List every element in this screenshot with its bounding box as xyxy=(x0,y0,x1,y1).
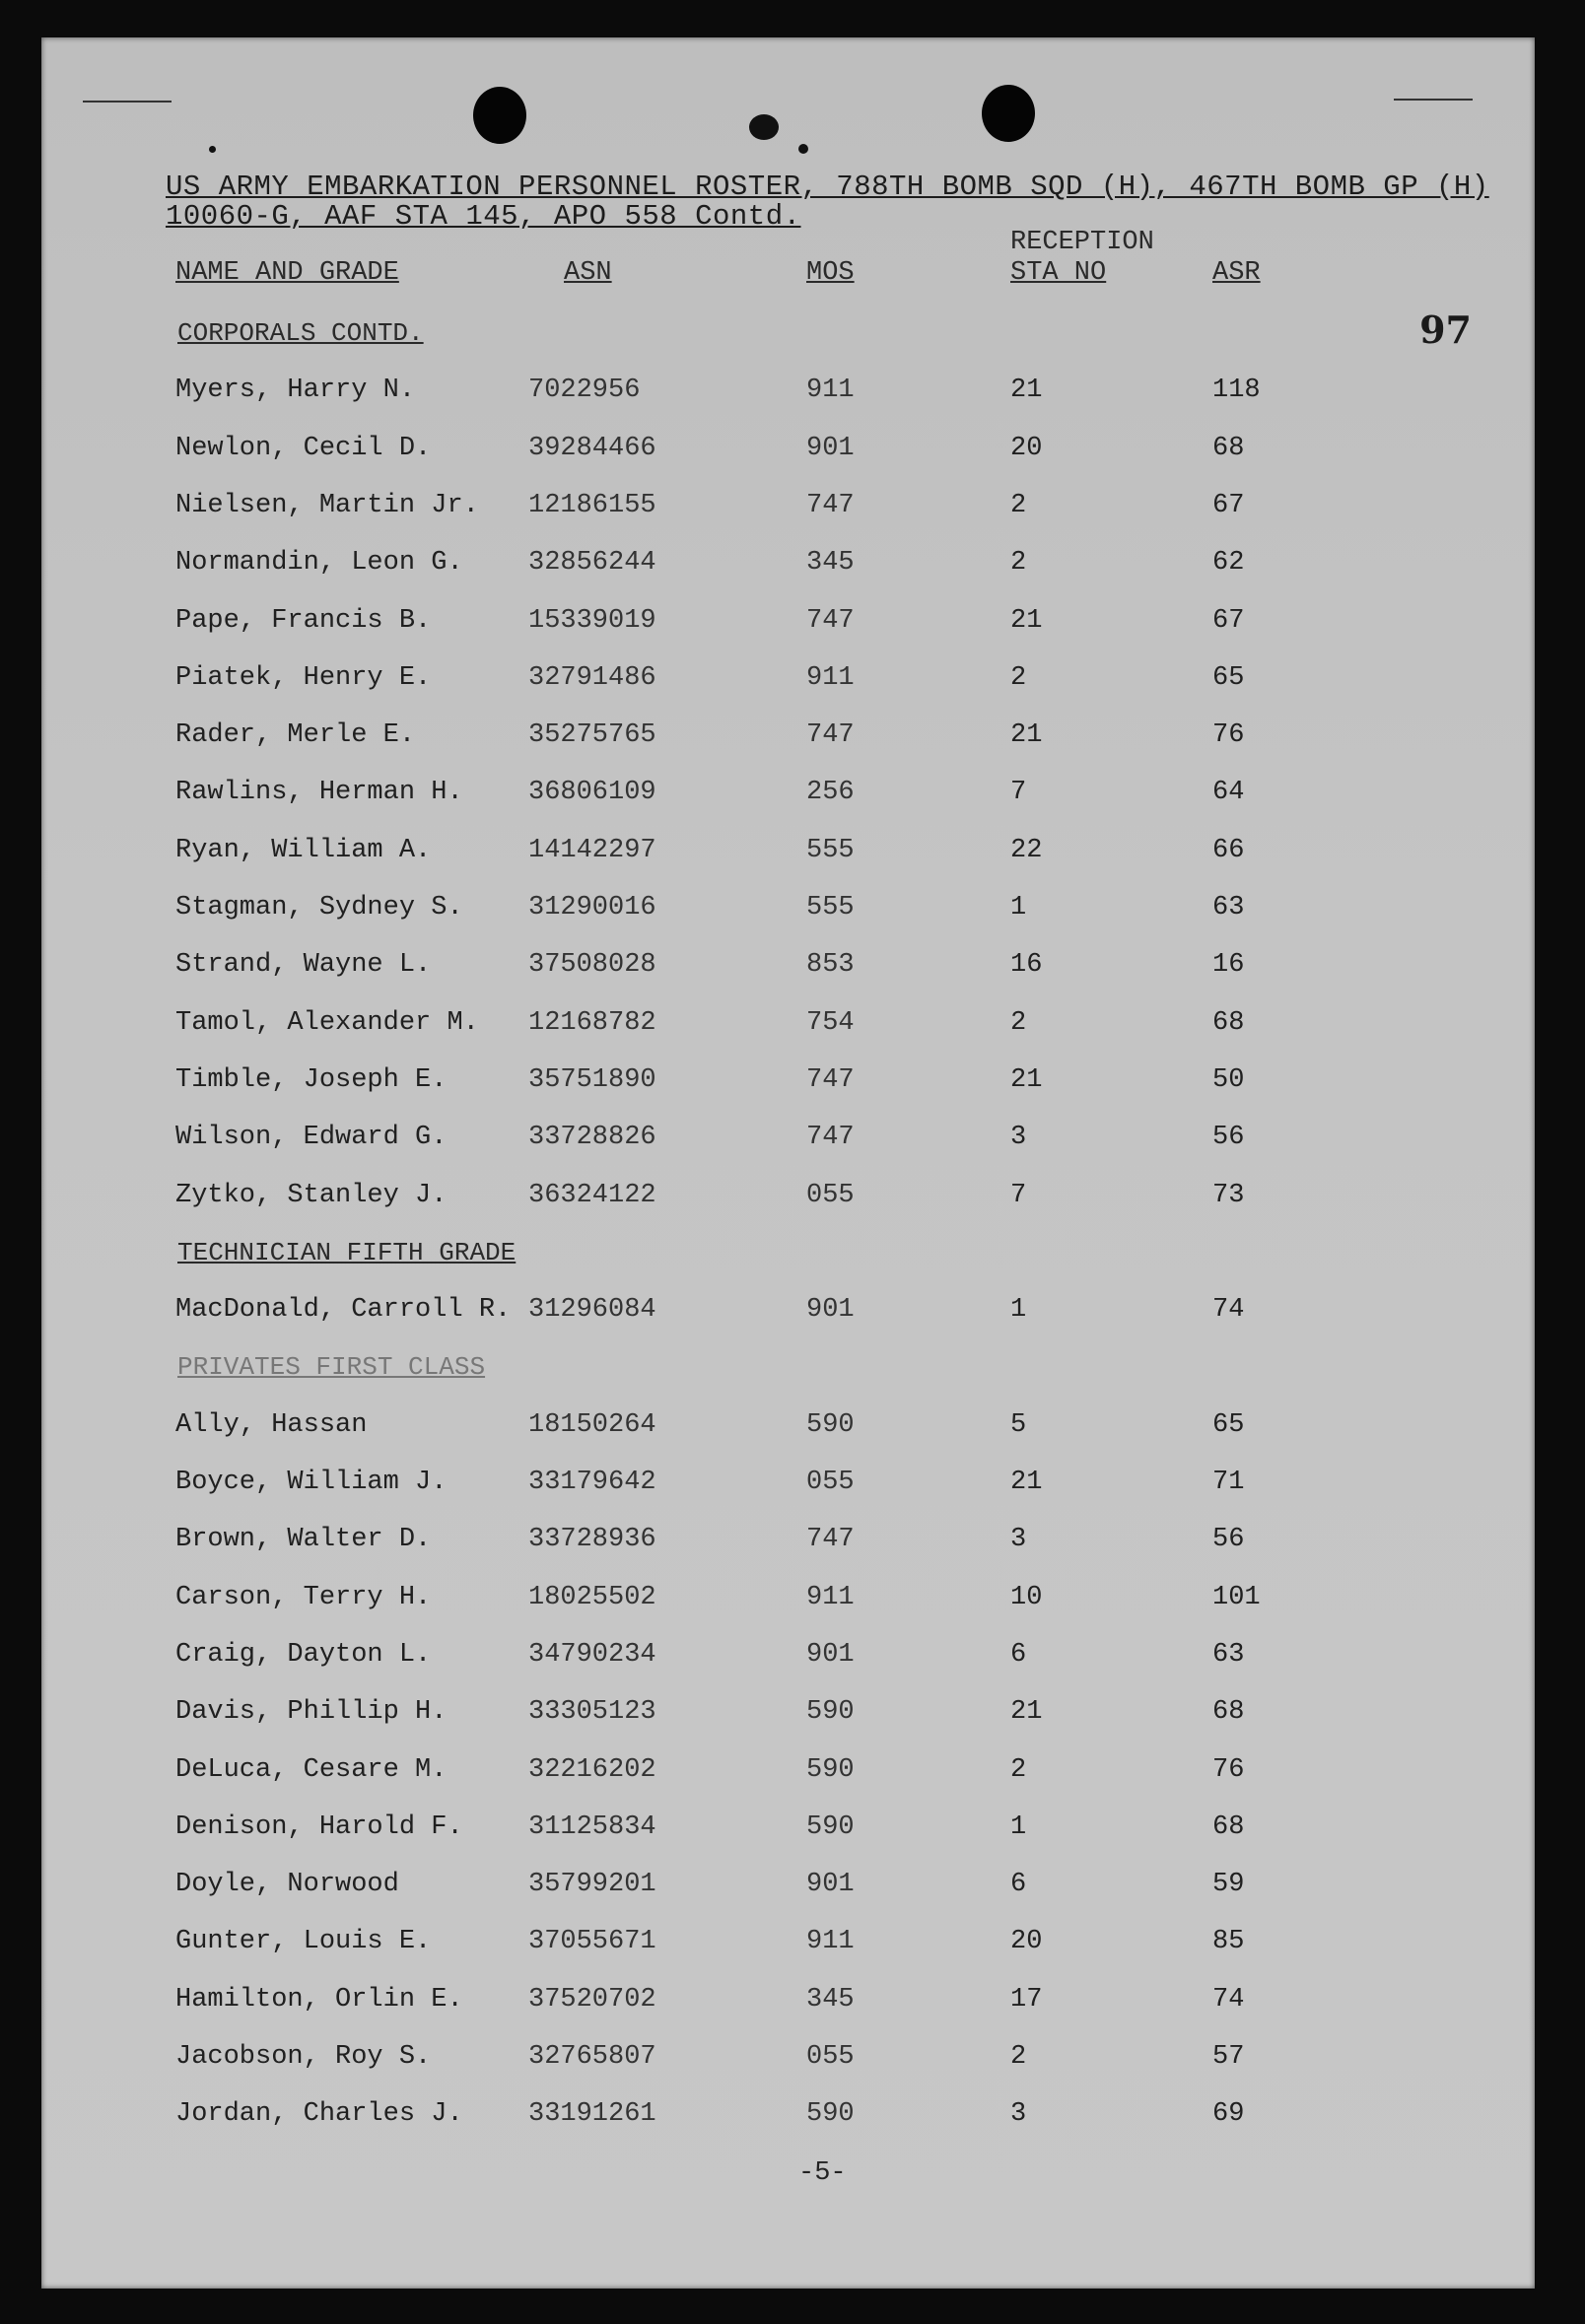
table-row xyxy=(0,1525,1585,1564)
table-row xyxy=(0,2099,1585,2139)
reception-station: 2 xyxy=(1010,490,1027,520)
serial-number: 31296084 xyxy=(528,1295,656,1326)
serial-number: 33305123 xyxy=(528,1697,656,1728)
soldier-name: Jordan, Charles J. xyxy=(175,2099,463,2130)
serial-number: 32791486 xyxy=(528,662,656,693)
reception-station: 21 xyxy=(1010,720,1043,751)
reception-station: 2 xyxy=(1010,662,1027,693)
soldier-name: Normandin, Leon G. xyxy=(175,548,463,579)
soldier-name: Rawlins, Herman H. xyxy=(175,778,463,808)
asr-score: 59 xyxy=(1212,1870,1245,1900)
serial-number: 35751890 xyxy=(528,1064,656,1095)
mos-code: 590 xyxy=(806,1754,855,1785)
mos-code: 256 xyxy=(806,778,855,808)
asr-score: 56 xyxy=(1212,1525,1245,1555)
serial-number: 33728826 xyxy=(528,1123,656,1153)
soldier-name: Boyce, William J. xyxy=(175,1468,448,1497)
table-row xyxy=(0,1697,1585,1737)
table-row xyxy=(0,836,1585,875)
reception-station: 1 xyxy=(1010,1811,1027,1842)
mos-code: 747 xyxy=(806,1064,855,1095)
soldier-name: Hamilton, Orlin E. xyxy=(175,1984,463,2015)
soldier-name: Carson, Terry H. xyxy=(175,1582,432,1612)
soldier-name: Zytko, Stanley J. xyxy=(175,1180,448,1210)
mos-code: 555 xyxy=(806,893,855,923)
soldier-name: Piatek, Henry E. xyxy=(175,662,432,693)
serial-number: 34790234 xyxy=(528,1639,656,1670)
soldier-name: Denison, Harold F. xyxy=(175,1811,463,1842)
mos-code: 901 xyxy=(806,1639,855,1670)
section-heading: TECHNICIAN FIFTH GRADE xyxy=(177,1237,517,1267)
reception-station: 21 xyxy=(1010,1064,1043,1095)
soldier-name: Doyle, Norwood xyxy=(175,1870,399,1900)
asr-score: 57 xyxy=(1212,2042,1245,2072)
reception-station: 3 xyxy=(1010,1123,1027,1153)
soldier-name: Jacobson, Roy S. xyxy=(175,2042,432,2072)
reception-station: 21 xyxy=(1010,1468,1043,1497)
mos-code: 590 xyxy=(806,1697,855,1728)
serial-number: 31290016 xyxy=(528,893,656,923)
asr-score: 68 xyxy=(1212,1007,1245,1038)
table-row xyxy=(0,1927,1585,1966)
column-header-name: NAME AND GRADE xyxy=(175,258,399,288)
column-header-asn: ASN xyxy=(564,258,612,288)
column-header-reception: RECEPTION xyxy=(1010,228,1154,257)
reception-station: 21 xyxy=(1010,1697,1043,1728)
soldier-name: Wilson, Edward G. xyxy=(175,1123,448,1153)
mos-code: 747 xyxy=(806,605,855,636)
punch-hole-left xyxy=(473,87,526,144)
table-row xyxy=(0,606,1585,646)
table-row xyxy=(0,1123,1585,1162)
mos-code: 747 xyxy=(806,1123,855,1153)
soldier-name: Myers, Harry N. xyxy=(175,376,416,406)
soldier-name: Pape, Francis B. xyxy=(175,605,432,636)
soldier-name: Tamol, Alexander M. xyxy=(175,1007,479,1038)
soldier-name: Davis, Phillip H. xyxy=(175,1697,448,1728)
reception-station: 20 xyxy=(1010,1927,1043,1957)
mos-code: 590 xyxy=(806,2099,855,2130)
asr-score: 67 xyxy=(1212,605,1245,636)
mos-code: 911 xyxy=(806,1582,855,1612)
serial-number: 31125834 xyxy=(528,1811,656,1842)
soldier-name: Gunter, Louis E. xyxy=(175,1927,432,1957)
asr-score: 68 xyxy=(1212,433,1245,463)
reception-station: 20 xyxy=(1010,433,1043,463)
mos-code: 747 xyxy=(806,1525,855,1555)
table-row xyxy=(0,893,1585,932)
serial-number: 12186155 xyxy=(528,490,656,520)
table-row xyxy=(0,1181,1585,1220)
serial-number: 37508028 xyxy=(528,950,656,981)
table-row xyxy=(0,1008,1585,1048)
serial-number: 39284466 xyxy=(528,433,656,463)
asr-score: 69 xyxy=(1212,2099,1245,2130)
table-row xyxy=(0,778,1585,817)
soldier-name: Rader, Merle E. xyxy=(175,720,416,751)
asr-score: 118 xyxy=(1212,376,1261,406)
soldier-name: Ally, Hassan xyxy=(175,1409,368,1440)
mos-code: 590 xyxy=(806,1409,855,1440)
table-row xyxy=(0,1755,1585,1795)
soldier-name: Newlon, Cecil D. xyxy=(175,433,432,463)
asr-score: 63 xyxy=(1212,893,1245,923)
mos-code: 853 xyxy=(806,950,855,981)
reception-station: 21 xyxy=(1010,605,1043,636)
soldier-name: Brown, Walter D. xyxy=(175,1525,432,1555)
soldier-name: Strand, Wayne L. xyxy=(175,950,432,981)
asr-score: 65 xyxy=(1212,662,1245,693)
table-row xyxy=(0,1295,1585,1334)
asr-score: 74 xyxy=(1212,1295,1245,1326)
mos-code: 747 xyxy=(806,490,855,520)
table-row xyxy=(0,548,1585,587)
table-row xyxy=(0,491,1585,530)
margin-rule-right xyxy=(1394,99,1473,101)
serial-number: 35275765 xyxy=(528,720,656,751)
serial-number: 36324122 xyxy=(528,1180,656,1210)
table-row xyxy=(0,663,1585,703)
reception-station: 17 xyxy=(1010,1984,1043,2015)
reception-station: 7 xyxy=(1010,778,1027,808)
mos-code: 901 xyxy=(806,1870,855,1900)
asr-score: 65 xyxy=(1212,1409,1245,1440)
asr-score: 74 xyxy=(1212,1984,1245,2015)
column-header-asr: ASR xyxy=(1212,258,1261,288)
soldier-name: Ryan, William A. xyxy=(175,835,432,865)
soldier-name: Timble, Joseph E. xyxy=(175,1064,448,1095)
reception-station: 1 xyxy=(1010,1295,1027,1326)
column-header-sta-no: STA NO xyxy=(1010,258,1107,288)
soldier-name: Stagman, Sydney S. xyxy=(175,893,463,923)
reception-station: 1 xyxy=(1010,893,1027,923)
reception-station: 16 xyxy=(1010,950,1043,981)
table-row xyxy=(0,1468,1585,1507)
punch-hole-right xyxy=(982,85,1035,142)
table-row xyxy=(0,1985,1585,2024)
serial-number: 33728936 xyxy=(528,1525,656,1555)
soldier-name: MacDonald, Carroll R. xyxy=(175,1295,512,1326)
serial-number: 35799201 xyxy=(528,1870,656,1900)
reception-station: 2 xyxy=(1010,548,1027,579)
mos-code: 747 xyxy=(806,720,855,751)
table-row xyxy=(0,376,1585,415)
table-row xyxy=(0,1583,1585,1622)
mos-code: 911 xyxy=(806,662,855,693)
mos-code: 901 xyxy=(806,1295,855,1326)
serial-number: 15339019 xyxy=(528,605,656,636)
ink-mark xyxy=(749,114,779,140)
mos-code: 345 xyxy=(806,1984,855,2015)
asr-score: 66 xyxy=(1212,835,1245,865)
asr-score: 76 xyxy=(1212,720,1245,751)
reception-station: 21 xyxy=(1010,376,1043,406)
serial-number: 37520702 xyxy=(528,1984,656,2015)
asr-score: 67 xyxy=(1212,490,1245,520)
mos-code: 055 xyxy=(806,2042,855,2072)
section-heading: CORPORALS CONTD. xyxy=(177,318,424,348)
serial-number: 33191261 xyxy=(528,2099,656,2130)
reception-station: 5 xyxy=(1010,1409,1027,1440)
serial-number: 33179642 xyxy=(528,1468,656,1497)
mos-code: 055 xyxy=(806,1468,855,1497)
column-header-mos: MOS xyxy=(806,258,855,288)
reception-station: 3 xyxy=(1010,1525,1027,1555)
mos-code: 754 xyxy=(806,1007,855,1038)
table-row xyxy=(0,1812,1585,1852)
asr-score: 68 xyxy=(1212,1811,1245,1842)
reception-station: 10 xyxy=(1010,1582,1043,1612)
mos-code: 055 xyxy=(806,1180,855,1210)
asr-score: 101 xyxy=(1212,1582,1261,1612)
asr-score: 73 xyxy=(1212,1180,1245,1210)
table-row xyxy=(0,720,1585,760)
table-row xyxy=(0,950,1585,990)
roster-title-line-2: 10060-G, AAF STA 145, APO 558 Contd. xyxy=(166,200,801,233)
soldier-name: Nielsen, Martin Jr. xyxy=(175,490,479,520)
serial-number: 18150264 xyxy=(528,1409,656,1440)
mos-code: 590 xyxy=(806,1811,855,1842)
asr-score: 64 xyxy=(1212,778,1245,808)
serial-number: 14142297 xyxy=(528,835,656,865)
reception-station: 2 xyxy=(1010,2042,1027,2072)
table-row xyxy=(0,1410,1585,1450)
ink-mark-dot xyxy=(209,146,216,153)
table-row xyxy=(0,1640,1585,1679)
table-row xyxy=(0,1870,1585,1909)
asr-score: 76 xyxy=(1212,1754,1245,1785)
serial-number: 32765807 xyxy=(528,2042,656,2072)
table-row xyxy=(0,1065,1585,1105)
reception-station: 6 xyxy=(1010,1639,1027,1670)
asr-score: 50 xyxy=(1212,1064,1245,1095)
roster-title-line-1: US ARMY EMBARKATION PERSONNEL ROSTER, 788TH BOMB SQD (H), 467TH BOMB GP (H) xyxy=(166,171,1489,203)
page-stamp-number: 97 xyxy=(1419,308,1472,352)
serial-number: 37055671 xyxy=(528,1927,656,1957)
margin-rule-left xyxy=(83,101,172,103)
serial-number: 7022956 xyxy=(528,376,641,406)
reception-station: 2 xyxy=(1010,1754,1027,1785)
reception-station: 6 xyxy=(1010,1870,1027,1900)
serial-number: 32856244 xyxy=(528,548,656,579)
reception-station: 2 xyxy=(1010,1007,1027,1038)
page-number: -5- xyxy=(798,2158,847,2188)
asr-score: 63 xyxy=(1212,1639,1245,1670)
asr-score: 71 xyxy=(1212,1468,1245,1497)
asr-score: 62 xyxy=(1212,548,1245,579)
soldier-name: DeLuca, Cesare M. xyxy=(175,1754,448,1785)
reception-station: 3 xyxy=(1010,2099,1027,2130)
section-heading: PRIVATES FIRST CLASS xyxy=(177,1352,486,1383)
asr-score: 68 xyxy=(1212,1697,1245,1728)
table-row xyxy=(0,2042,1585,2082)
mos-code: 345 xyxy=(806,548,855,579)
ink-mark-dot xyxy=(798,144,808,154)
mos-code: 911 xyxy=(806,1927,855,1957)
asr-score: 16 xyxy=(1212,950,1245,981)
reception-station: 22 xyxy=(1010,835,1043,865)
mos-code: 911 xyxy=(806,376,855,406)
asr-score: 56 xyxy=(1212,1123,1245,1153)
serial-number: 32216202 xyxy=(528,1754,656,1785)
serial-number: 36806109 xyxy=(528,778,656,808)
serial-number: 12168782 xyxy=(528,1007,656,1038)
serial-number: 18025502 xyxy=(528,1582,656,1612)
asr-score: 85 xyxy=(1212,1927,1245,1957)
mos-code: 555 xyxy=(806,835,855,865)
reception-station: 7 xyxy=(1010,1180,1027,1210)
mos-code: 901 xyxy=(806,433,855,463)
soldier-name: Craig, Dayton L. xyxy=(175,1639,432,1670)
table-row xyxy=(0,434,1585,473)
